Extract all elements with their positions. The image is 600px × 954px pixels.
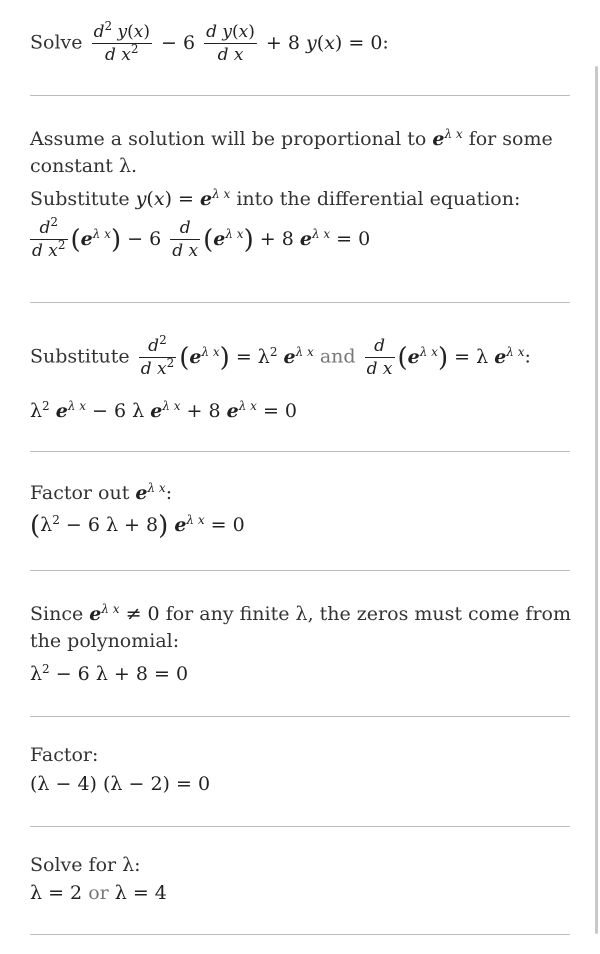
step3-equation: ($\lambda^2 - 6$ λ + 8) $e^{\lambda x} = 0$ (30, 511, 245, 541)
step6-equation: λ = 2 or λ = 4 (30, 882, 167, 904)
step3-line1: Factor out $e^{\lambda x}$: (30, 481, 173, 504)
divider (30, 451, 570, 452)
divider (30, 934, 570, 935)
step4-equation: $\lambda^2 - 6$ λ + 8 = 0 (30, 662, 189, 685)
step4-line1: Since $e^{\lambda x} \ne 0$ for any finite λ, the zeros must come from (30, 602, 571, 625)
step2-line1: Substitute $\frac{d^2}{d x^2}$ $(e^{\lambda x}) = \lambda^2$ $e^{\lambda x}$ and $\frac{d}{\text{d x}}$ $(e^{\lambda x}) = \lambda$ $e^{\lambda x}$: (30, 333, 531, 379)
step1-line1: Assume a solution will be proportional to $e^{\lambda x}$ for some (30, 127, 553, 150)
divider (30, 826, 570, 827)
divider (30, 95, 570, 96)
step1-line2: constant λ. (30, 155, 138, 177)
step2-equation: $\lambda^2$ $e^{\lambda x} - 6$ λ $e^{\lambda x} + 8$ $e^{\lambda x} = 0$ (30, 399, 298, 422)
ode-equation: $\frac{d^2 y(x)}{d x^2}$ − 6 $\frac{\text{d y(x)}}{\text{d x}}$ + 8 y(x) = 0 (93, 19, 383, 65)
step5-equation: (λ − 4) (λ − 2) = 0 (30, 773, 211, 795)
problem-statement: Solve $\frac{d^2 y(x)}{d x^2}$ − 6 $\frac{\text{d y(x)}}{\text{d x}}$ + 8 y(x) = 0: (30, 19, 389, 65)
step5-line1: Factor: (30, 744, 99, 766)
step6-line1: Solve for λ: (30, 854, 141, 876)
step4-line2: the polynomial: (30, 630, 180, 652)
step1-equation: $\frac{d^2}{d x^2}$ $(e^{\lambda x}) - 6$ $\frac{d}{\text{d x}}$ $(e^{\lambda x}) + 8$ $e^{\lambda x} = 0$ (32, 215, 371, 261)
divider (30, 570, 570, 571)
scrollbar[interactable] (595, 66, 598, 934)
solve-label: Solve (30, 31, 83, 54)
divider (30, 716, 570, 717)
divider (30, 302, 570, 303)
step1-line3: Substitute $y(x) = e^{\lambda x}$ into the differential equation: (30, 187, 521, 210)
